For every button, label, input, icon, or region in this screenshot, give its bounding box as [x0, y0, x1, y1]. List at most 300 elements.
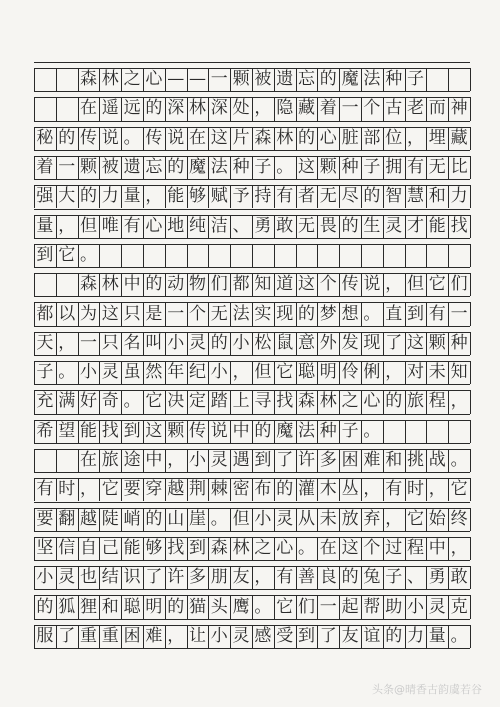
character-cell: 。: [363, 420, 381, 441]
character-cell: 有: [406, 157, 424, 178]
character-cell: 旅: [406, 391, 424, 412]
character-cell: 它: [450, 479, 468, 500]
character-cell: 之: [341, 391, 359, 412]
character-cell: 灵: [188, 332, 206, 353]
character-cell: 峭: [123, 508, 141, 529]
character-cell: 深: [210, 98, 228, 119]
character-cell: 力: [450, 186, 468, 207]
character-cell: 一: [210, 69, 228, 90]
character-cell: ，: [363, 479, 381, 500]
character-cell: 的: [319, 69, 337, 90]
cell-divider: [470, 332, 471, 355]
character-cell: 这: [297, 157, 315, 178]
cell-divider: [470, 566, 471, 589]
row-gap-line: [34, 209, 470, 210]
character-cell: 许: [297, 450, 315, 471]
character-cell: 忘: [145, 157, 163, 178]
character-cell: 实: [254, 303, 272, 324]
character-cell: 现: [363, 332, 381, 353]
character-cell: 个: [188, 303, 206, 324]
character-cell: 深: [167, 98, 185, 119]
character-cell: 小: [210, 625, 228, 646]
character-cell: 林: [276, 127, 294, 148]
character-cell: 只: [123, 303, 141, 324]
character-cell: 密: [232, 479, 250, 500]
character-cell: 法: [232, 303, 250, 324]
character-cell: 颗: [232, 69, 250, 90]
character-cell: 魔: [341, 69, 359, 90]
character-cell: 决: [167, 391, 185, 412]
character-cell: 纯: [188, 215, 206, 236]
character-cell: 一: [58, 157, 76, 178]
character-cell: 魔: [276, 420, 294, 441]
character-cell: 心: [145, 69, 163, 90]
character-cell: 都: [232, 274, 250, 295]
character-cell: 无: [210, 303, 228, 324]
row-gap-line: [34, 502, 470, 503]
character-cell: 这: [297, 274, 315, 295]
cell-divider: [252, 244, 253, 267]
character-cell: 找: [276, 391, 294, 412]
character-cell: 未: [319, 508, 337, 529]
character-cell: 信: [58, 537, 76, 558]
character-cell: 但: [254, 362, 272, 383]
character-cell: 和: [101, 596, 119, 617]
character-cell: 子: [363, 157, 381, 178]
character-cell: 敢: [450, 567, 468, 588]
character-cell: 一: [319, 596, 337, 617]
cell-divider: [426, 420, 427, 443]
character-cell: 充: [36, 391, 54, 412]
row-gap-line: [34, 560, 470, 561]
character-cell: 天: [36, 332, 54, 353]
character-cell: 智: [385, 186, 403, 207]
character-cell: 在: [79, 98, 97, 119]
character-cell: 为: [79, 303, 97, 324]
character-cell: 说: [167, 127, 185, 148]
character-cell: 伶: [341, 362, 359, 383]
character-cell: 小: [254, 508, 272, 529]
character-cell: 的: [36, 596, 54, 617]
character-cell: 量: [123, 186, 141, 207]
character-cell: 猫: [188, 596, 206, 617]
cell-divider: [470, 478, 471, 501]
character-cell: 之: [123, 69, 141, 90]
character-cell: 外: [319, 332, 337, 353]
character-cell: 的: [167, 596, 185, 617]
character-cell: 棘: [210, 479, 228, 500]
character-cell: 心: [145, 215, 163, 236]
cell-divider: [470, 537, 471, 560]
character-cell: 崖: [188, 508, 206, 529]
character-cell: ，: [254, 567, 272, 588]
character-cell: 到: [406, 303, 424, 324]
character-cell: 处: [232, 98, 250, 119]
cell-divider: [470, 97, 471, 120]
character-cell: 林: [101, 274, 119, 295]
character-cell: 位: [385, 127, 403, 148]
character-cell: 小: [210, 362, 228, 383]
row-gap-line: [34, 384, 470, 385]
character-cell: 难: [363, 450, 381, 471]
character-cell: 但: [406, 274, 424, 295]
character-cell: 良: [319, 567, 337, 588]
character-cell: 纪: [188, 362, 206, 383]
character-cell: 始: [428, 508, 446, 529]
character-cell: ，: [58, 332, 76, 353]
character-cell: 子: [385, 567, 403, 588]
character-cell: 。: [450, 450, 468, 471]
cell-divider: [470, 273, 471, 296]
row-gap-line: [34, 296, 470, 297]
character-cell: 林: [232, 537, 250, 558]
row-gap-line: [34, 238, 470, 239]
character-cell: 陡: [101, 508, 119, 529]
cell-divider: [143, 244, 144, 267]
character-cell: 这: [210, 127, 228, 148]
character-cell: 灵: [385, 215, 403, 236]
character-cell: 说: [363, 274, 381, 295]
character-cell: 们: [297, 596, 315, 617]
character-cell: 弃: [363, 508, 381, 529]
character-cell: ，: [79, 479, 97, 500]
cell-divider: [317, 244, 318, 267]
character-cell: 明: [319, 362, 337, 383]
character-cell: 子: [406, 69, 424, 90]
cell-divider: [470, 625, 471, 648]
character-cell: 物: [188, 274, 206, 295]
character-cell: 隐: [276, 98, 294, 119]
character-cell: 到: [123, 420, 141, 441]
character-cell: 。: [123, 127, 141, 148]
cell-divider: [165, 244, 166, 267]
character-cell: 法: [363, 69, 381, 90]
character-cell: 勇: [428, 567, 446, 588]
character-cell: 有: [123, 215, 141, 236]
cell-divider: [470, 185, 471, 208]
character-cell: 灵: [210, 450, 228, 471]
character-cell: 程: [406, 537, 424, 558]
character-cell: 善: [297, 567, 315, 588]
character-cell: 说: [210, 420, 228, 441]
character-cell: 有: [428, 303, 446, 324]
cell-divider: [34, 68, 35, 91]
row-gap-line: [34, 443, 470, 444]
character-cell: 被: [254, 69, 272, 90]
character-cell: 未: [428, 362, 446, 383]
character-cell: 这: [101, 303, 119, 324]
cell-divider: [470, 595, 471, 618]
character-cell: 的: [254, 420, 272, 441]
row-gap-line: [34, 326, 470, 327]
character-cell: ，: [58, 215, 76, 236]
character-cell: ，: [385, 508, 403, 529]
character-cell: 。: [123, 391, 141, 412]
character-cell: 难: [145, 625, 163, 646]
character-cell: 但: [232, 508, 250, 529]
character-cell: 自: [79, 537, 97, 558]
character-cell: 森: [79, 69, 97, 90]
character-cell: 忘: [297, 69, 315, 90]
cell-divider: [361, 244, 362, 267]
character-cell: —: [167, 69, 185, 90]
character-cell: 梦: [319, 303, 337, 324]
character-cell: 的: [276, 479, 294, 500]
character-cell: 动: [167, 274, 185, 295]
cell-divider: [448, 420, 449, 443]
row-gap-line: [34, 267, 470, 268]
character-cell: 老: [406, 98, 424, 119]
character-cell: 了: [276, 450, 294, 471]
character-cell: 慧: [406, 186, 424, 207]
cell-divider: [56, 273, 57, 296]
character-cell: 被: [101, 157, 119, 178]
cell-divider: [34, 273, 35, 296]
character-cell: 的: [341, 215, 359, 236]
character-cell: 俐: [363, 362, 381, 383]
character-cell: 子: [254, 157, 272, 178]
character-cell: 种: [319, 420, 337, 441]
character-cell: 种: [232, 157, 250, 178]
character-cell: 朋: [210, 567, 228, 588]
character-cell: 的: [297, 303, 315, 324]
character-cell: 能: [79, 420, 97, 441]
character-cell: 要: [36, 508, 54, 529]
character-cell: 头: [210, 596, 228, 617]
character-cell: 遗: [276, 69, 294, 90]
character-cell: 。: [58, 362, 76, 383]
character-cell: 在: [188, 127, 206, 148]
character-cell: 力: [406, 625, 424, 646]
character-cell: 能: [123, 537, 141, 558]
row-gap-line: [34, 91, 470, 92]
character-cell: ，: [167, 625, 185, 646]
character-cell: 受: [276, 625, 294, 646]
character-cell: 能: [167, 186, 185, 207]
character-cell: 大: [58, 186, 76, 207]
character-cell: 灵: [428, 596, 446, 617]
cell-divider: [383, 244, 384, 267]
character-cell: 直: [385, 303, 403, 324]
row-gap-line: [34, 150, 470, 151]
character-cell: 然: [145, 362, 163, 383]
character-cell: 秘: [36, 127, 54, 148]
character-cell: 聪: [123, 596, 141, 617]
character-cell: 、: [232, 215, 250, 236]
character-cell: 起: [341, 596, 359, 617]
character-cell: 无: [428, 157, 446, 178]
character-cell: 布: [254, 479, 272, 500]
character-cell: 谊: [363, 625, 381, 646]
cell-divider: [208, 244, 209, 267]
character-cell: 了: [385, 332, 403, 353]
character-cell: 小: [232, 332, 250, 353]
character-cell: 才: [406, 215, 424, 236]
character-cell: 让: [188, 625, 206, 646]
cell-divider: [470, 68, 471, 91]
character-cell: 知: [450, 362, 468, 383]
cell-divider: [121, 244, 122, 267]
character-cell: 中: [232, 420, 250, 441]
character-cell: 荆: [188, 479, 206, 500]
character-cell: 满: [58, 391, 76, 412]
character-cell: 。: [210, 508, 228, 529]
character-cell: 它: [428, 274, 446, 295]
character-cell: 。: [79, 244, 97, 265]
character-cell: 助: [385, 596, 403, 617]
watermark: 头条@晴香古韵虞若谷: [372, 683, 482, 696]
cell-divider: [56, 68, 57, 91]
character-cell: 上: [232, 391, 250, 412]
character-cell: 挑: [406, 450, 424, 471]
character-cell: ，: [167, 450, 185, 471]
character-cell: 到: [36, 244, 54, 265]
cell-divider: [296, 244, 297, 267]
character-cell: 而: [428, 98, 446, 119]
character-cell: 灵: [232, 625, 250, 646]
cell-divider: [470, 508, 471, 531]
character-cell: 说: [101, 127, 119, 148]
row-gap-line: [34, 62, 470, 63]
character-cell: 有: [36, 479, 54, 500]
row-gap-line: [34, 619, 470, 620]
character-cell: 种: [450, 332, 468, 353]
character-cell: 。: [363, 303, 381, 324]
character-cell: 意: [297, 332, 315, 353]
character-cell: 定: [188, 391, 206, 412]
cell-divider: [470, 127, 471, 150]
character-cell: 道: [276, 274, 294, 295]
character-cell: 望: [58, 420, 76, 441]
character-cell: ，: [450, 537, 468, 558]
character-cell: 一: [79, 332, 97, 353]
character-cell: 传: [79, 127, 97, 148]
character-cell: ，: [385, 362, 403, 383]
character-cell: 的: [297, 127, 315, 148]
character-cell: 找: [167, 537, 185, 558]
character-cell: 颗: [319, 157, 337, 178]
row-gap-line: [34, 589, 470, 590]
character-cell: 古: [385, 98, 403, 119]
character-cell: 藏: [450, 127, 468, 148]
character-cell: 了: [58, 625, 76, 646]
character-cell: 越: [167, 479, 185, 500]
character-cell: 知: [254, 274, 272, 295]
character-cell: 种: [341, 157, 359, 178]
character-cell: 明: [145, 596, 163, 617]
cell-divider: [448, 68, 449, 91]
character-cell: ，: [385, 274, 403, 295]
character-cell: 的: [167, 157, 185, 178]
character-cell: 中: [428, 537, 446, 558]
character-cell: 放: [341, 508, 359, 529]
character-cell: 也: [79, 567, 97, 588]
character-cell: 狐: [58, 596, 76, 617]
character-cell: 许: [167, 567, 185, 588]
cell-divider: [470, 449, 471, 472]
character-cell: —: [188, 69, 206, 90]
character-cell: 片: [232, 127, 250, 148]
character-cell: 时: [58, 479, 76, 500]
cell-divider: [426, 68, 427, 91]
character-cell: 森: [297, 391, 315, 412]
character-cell: 过: [385, 537, 403, 558]
character-cell: 一: [167, 303, 185, 324]
character-cell: 遇: [232, 450, 250, 471]
cell-divider: [470, 390, 471, 413]
character-cell: 拥: [385, 157, 403, 178]
character-cell: 途: [123, 450, 141, 471]
character-cell: 木: [319, 479, 337, 500]
character-cell: 着: [319, 98, 337, 119]
character-cell: 和: [385, 450, 403, 471]
character-cell: 名: [123, 332, 141, 353]
character-cell: 寻: [254, 391, 272, 412]
character-cell: 遥: [101, 98, 119, 119]
character-cell: 个: [363, 98, 381, 119]
character-cell: 奇: [101, 391, 119, 412]
grid-bottom-line: [34, 648, 470, 649]
character-cell: 赋: [210, 186, 228, 207]
row-gap-line: [34, 531, 470, 532]
character-cell: 困: [341, 450, 359, 471]
character-cell: 藏: [297, 98, 315, 119]
character-cell: 它: [276, 362, 294, 383]
character-cell: 比: [450, 157, 468, 178]
character-cell: ，: [145, 186, 163, 207]
character-cell: 友: [232, 567, 250, 588]
character-cell: 颗: [428, 332, 446, 353]
character-cell: 它: [406, 508, 424, 529]
character-cell: 到: [254, 450, 272, 471]
character-cell: 帮: [363, 596, 381, 617]
character-cell: 传: [341, 274, 359, 295]
character-cell: ，: [232, 362, 250, 383]
character-cell: 尽: [341, 186, 359, 207]
character-cell: 找: [101, 420, 119, 441]
character-cell: 鼠: [276, 332, 294, 353]
character-cell: 识: [123, 567, 141, 588]
cell-divider: [99, 244, 100, 267]
character-cell: 神: [450, 98, 468, 119]
character-cell: 困: [123, 625, 141, 646]
character-cell: 力: [101, 186, 119, 207]
character-cell: 。: [297, 537, 315, 558]
cell-divider: [470, 361, 471, 384]
character-cell: 中: [145, 450, 163, 471]
character-cell: 的: [385, 625, 403, 646]
character-cell: 遗: [123, 157, 141, 178]
character-cell: 灵: [276, 508, 294, 529]
character-cell: 它: [145, 391, 163, 412]
character-cell: 好: [79, 391, 97, 412]
character-cell: 小: [188, 450, 206, 471]
character-cell: 传: [145, 127, 163, 148]
character-cell: ，: [428, 479, 446, 500]
character-cell: 。: [450, 625, 468, 646]
character-cell: 克: [450, 596, 468, 617]
character-cell: 从: [297, 508, 315, 529]
character-cell: 着: [36, 157, 54, 178]
character-cell: 对: [406, 362, 424, 383]
character-cell: 丛: [341, 479, 359, 500]
character-cell: 这: [145, 420, 163, 441]
character-cell: 终: [450, 508, 468, 529]
row-gap-line: [34, 472, 470, 473]
character-cell: 程: [428, 391, 446, 412]
character-cell: 森: [79, 274, 97, 295]
cell-divider: [470, 302, 471, 325]
